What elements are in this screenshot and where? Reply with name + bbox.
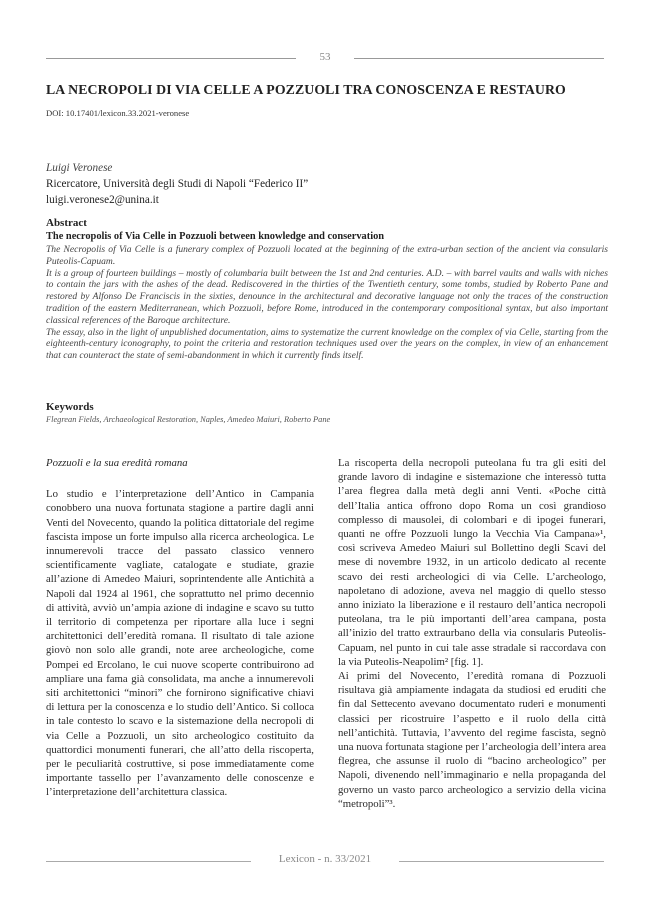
- abstract-section: [46, 217, 608, 362]
- article-title: LA NECROPOLI DI VIA CELLE A POZZUOLI TRA CONOSCENZA E RESTAURO: [46, 82, 566, 97]
- header-rule-right: [354, 58, 604, 59]
- author-name: Luigi Veronese: [46, 162, 113, 174]
- doi: DOI: 10.17401/lexicon.33.2021-veronese: [46, 108, 190, 118]
- journal-issue: Lexicon - n. 33/2021: [278, 853, 372, 865]
- body-paragraph: Lo studio e l’interpretazione dell’Antico in Campania conobbero una nuova fortunata stagione a partire dagli anni Venti del Novecento, quando la politica dittatoriale del regime fascista impose un forte impulso alla ricerca archeologica. Le innumerevoli tracce del passato classico vennero scientificamente vagliate, catalogate e studiate, grazie all’azione di Amedeo Maiuri, soprintendente alle Antichità a Napoli dal 1924 al 1961, che soprattutto nel primo decennio di attività, avviò un’ampia azione di indagine e scavo su tutto il territorio di competenza per riportare alla luce i segni architettonici dell’eredità romana. Il risultato di tale azione giovò non solo alle grandi, note aree archeologiche, come Pompei ed Ercolano, le cui nuove scoperte contribuirono ad ampliare una fama già consolidata, ma anche a innumerevoli siti architettonici “minori” che fornirono significative chiavi di lettura per la conoscenza e lo studio dell’Antico. Si colloca in tale contesto lo scavo e la sistemazione della necropoli di via Celle a Pozzuoli, un sito archeologico costituito da quattordici monumenti funerari, che all’atto della riscoperta, per le peculiarità costruttive, si pose immediatamente come importante tassello per l’avanzamento delle conoscenze e l’interpretazione dell’architettura classica.: [46, 488, 314, 799]
- abstract-paragraph: The essay, also in the light of unpublished documentation, aims to systematize the current knowledge on the complex of via Celle, starting from the eighteenth-century iconography, to point the criteria and restoration techniques used over the years on the complex, in view of an enhancement that can counteract the state of semi-abandonment in which it currently finds itself.: [46, 326, 608, 362]
- page-header: [46, 49, 604, 69]
- body-column-right: [338, 456, 606, 811]
- abstract-paragraph: The Necropolis of Via Celle is a funerary complex of Pozzuoli located at the beginning of the extra-urban section of the ancient via consularis Puteolis-Capuam.: [46, 244, 608, 267]
- page-footer: [46, 852, 604, 872]
- keywords-list: Flegrean Fields, Archaeological Restoration, Naples, Amedeo Maiuri, Roberto Pane: [46, 415, 331, 424]
- footer-rule-right: [399, 861, 604, 862]
- page-number: 53: [319, 51, 331, 63]
- body-paragraph: La riscoperta della necropoli puteolana fu tra gli esiti del grande lavoro di indagine e sistemazione che interessò tutta l’area flegrea dalla metà degli anni Venti. «Poche città dell’Italia antica offrono dopo Roma un così grandioso complesso di mausolei, di colombari e di ipogei funerari, quanti ne offre Pozzuoli lungo la Vecchia Via Campana»¹, così scriveva Amedeo Maiuri sul Bollettino degli Scavi del mese di novembre 1932, in un articolo dedicato al recente scavo dei resti archeologici di via Celle. L’archeologo, napoletano di adozione, aveva nel maggio di quello stesso anno iniziato la liberazione e il restauro dell’antica necropoli puteolana, tra le più importanti dell’area campana, posta all’inizio del tratto extraurbano della via consularis Puteolis-Capuam, nel punto in cui tale asse stradale si raccordava con la via Puteolis-Neapolim² [fig. 1].: [338, 457, 606, 668]
- abstract-paragraph: It is a group of fourteen buildings – mostly of columbaria built between the 1st and 2nd centuries. A.D. – with barrel vaults and walls with niches to contain the jars with the ashes of the dead. Rediscovered in the thirties of the Twentieth century, some tombs, studied by Roberto Pane and restored by Alfonso De Franciscis in the sixties, denounce in the architectural and decorative language not only the traces of the construction tradition of the eastern Mediterranean, which Pozzuoli, before Rome, introduced in the contemporary compositional syntax, but also important classical references of the Baroque architecture.: [46, 267, 608, 326]
- section-title: Pozzuoli e la sua eredità romana: [46, 457, 188, 469]
- body-paragraph: Ai primi del Novecento, l’eredità romana di Pozzuoli risultava già ampiamente indagata da studiosi ed eruditi che fin dal Settecento avevano documentato ruderi e monumenti classici per ricostruire l’aspetto e il ruolo della città nell’antichità. Tuttavia, l’avvento del regime fascista, segnò una nuova fortunata stagione per l’archeologia dell’intera area flegrea, che assunse il ruolo di “bacino archeologico” per Napoli, divenendo nell’immaginario e nella propaganda del governo un vasto parco archeologico a servizio della vicina “metropoli”³.: [338, 670, 606, 810]
- keywords-section: [46, 401, 606, 425]
- author-block: [46, 160, 308, 208]
- abstract-subtitle: The necropolis of Via Celle in Pozzuoli between knowledge and conservation: [46, 231, 385, 242]
- author-email[interactable]: luigi.veronese2@unina.it: [46, 194, 159, 206]
- body-column-left: [46, 456, 314, 800]
- keywords-heading: Keywords: [46, 401, 94, 413]
- author-affiliation: Ricercatore, Università degli Studi di Napoli “Federico II”: [46, 178, 309, 190]
- abstract-heading: Abstract: [46, 217, 87, 229]
